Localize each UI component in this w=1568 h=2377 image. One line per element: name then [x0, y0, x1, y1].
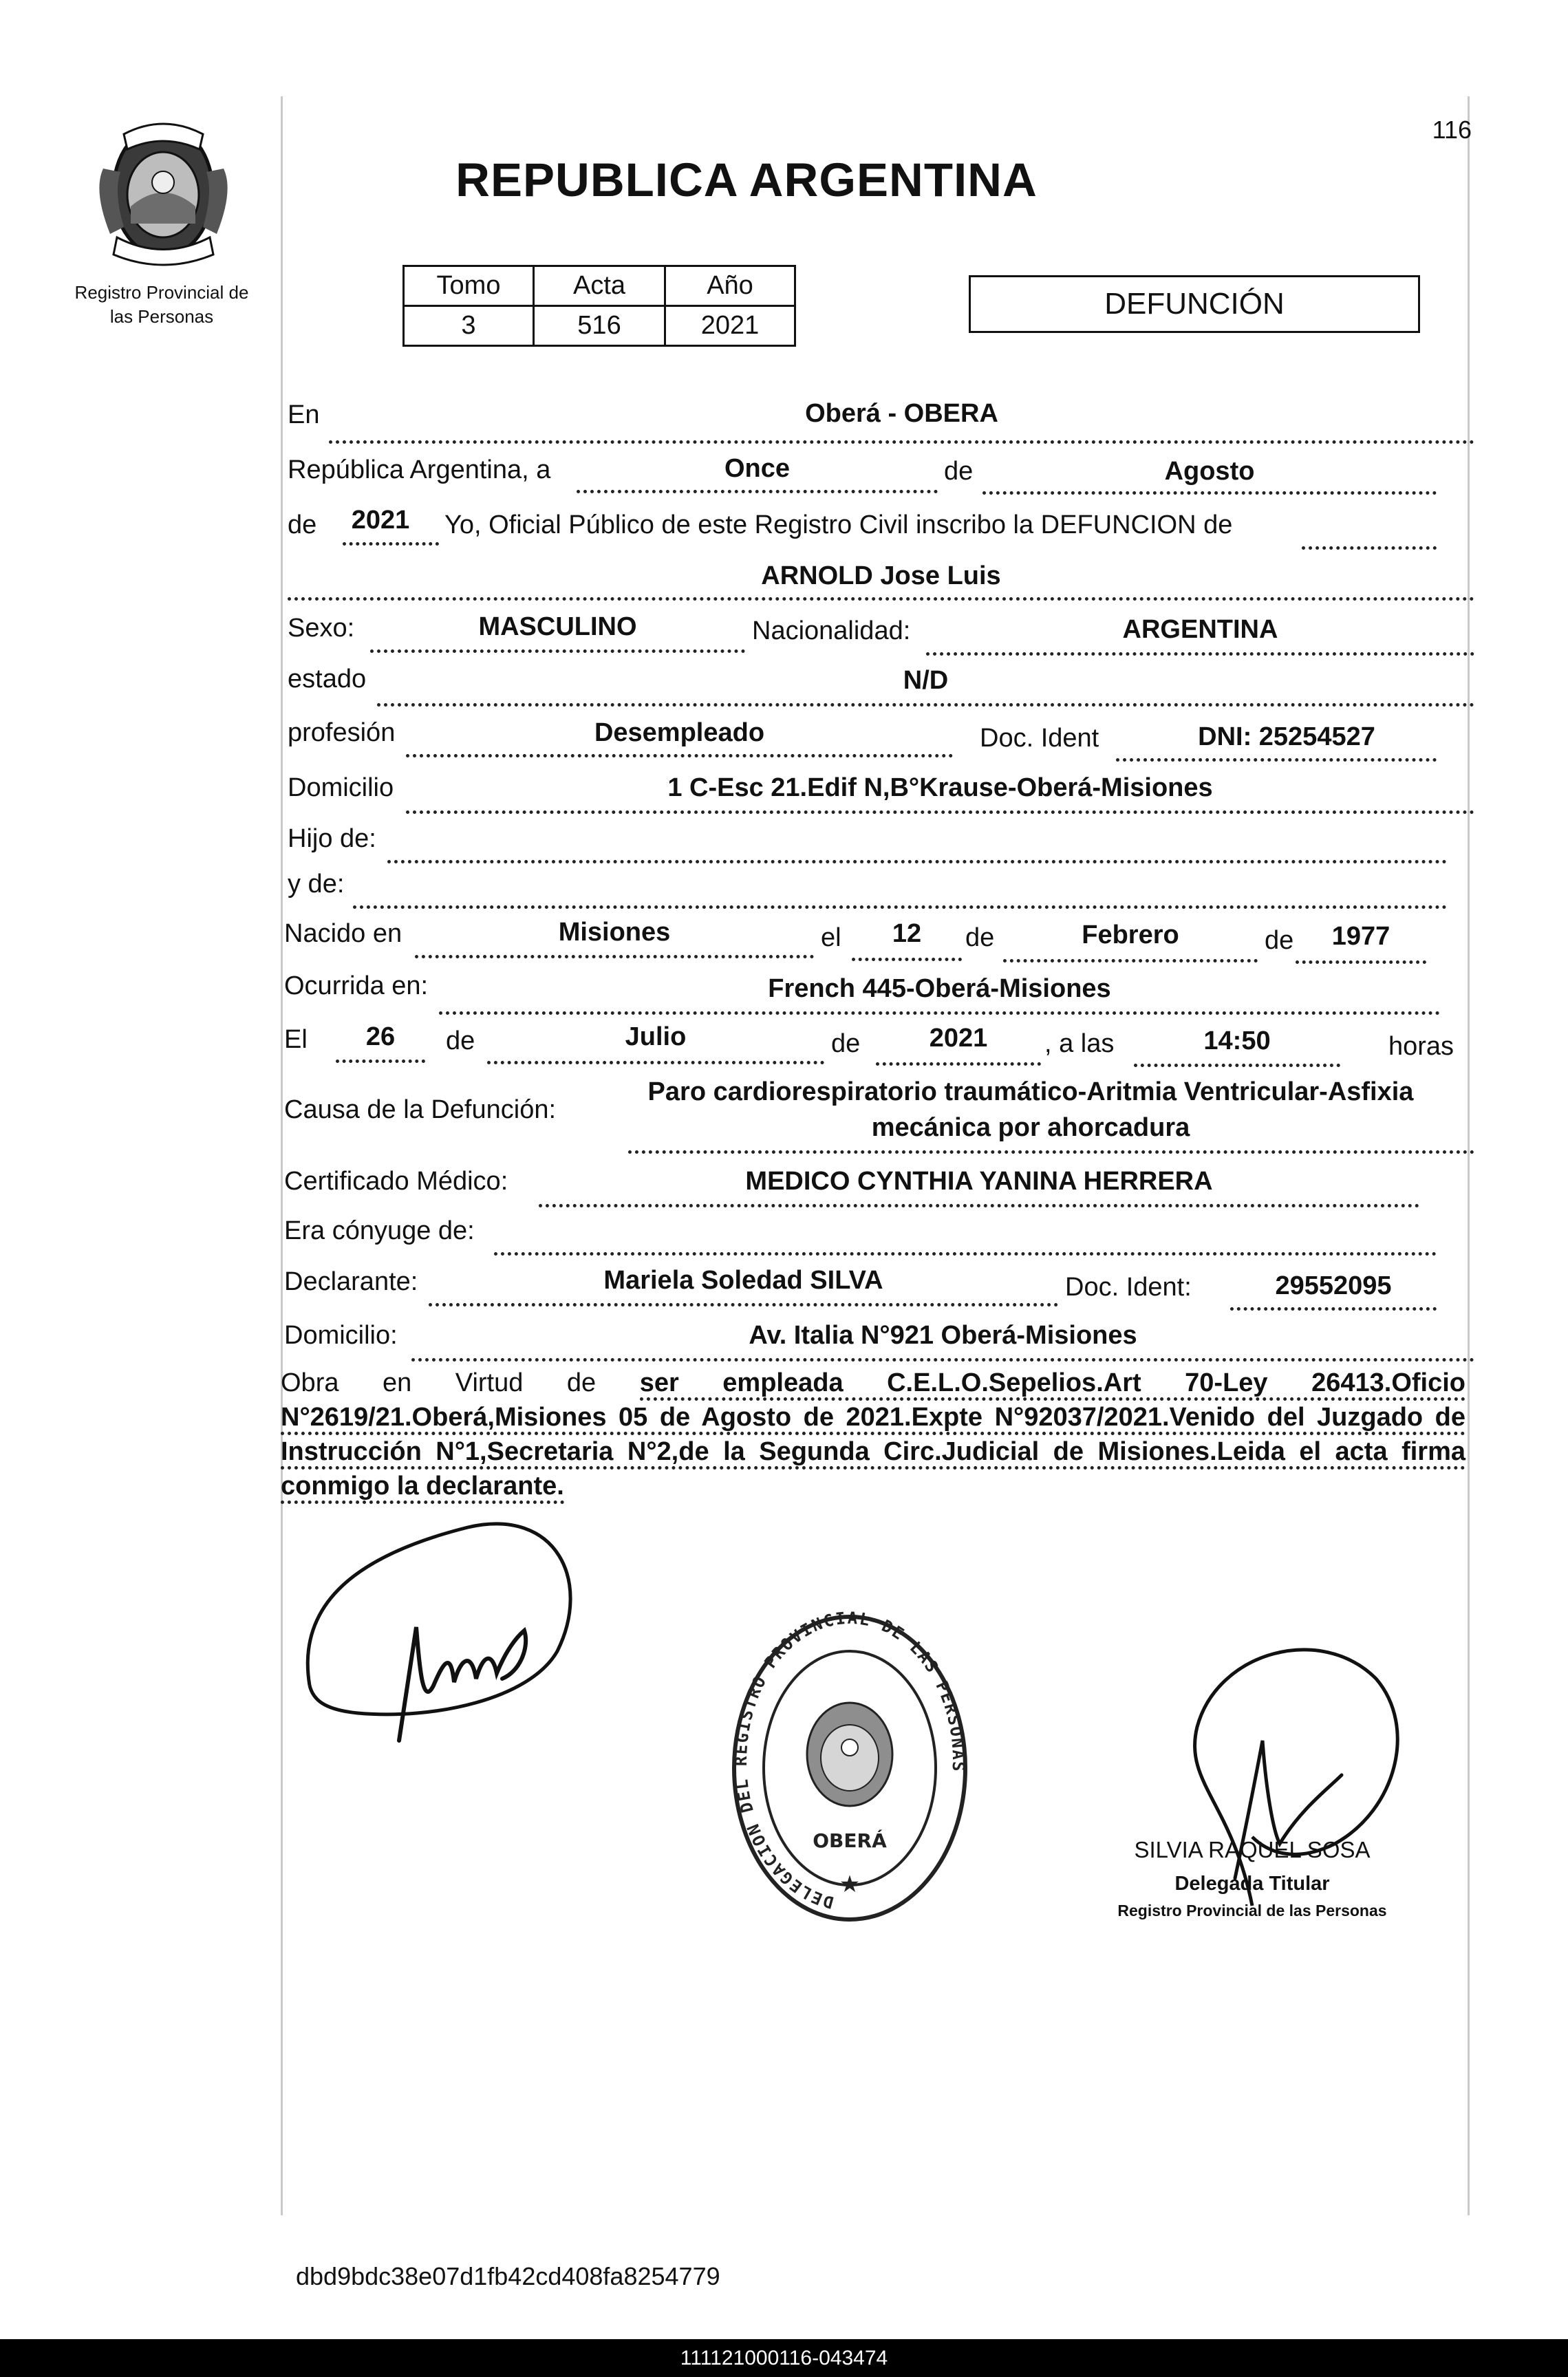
value-declarante-doc: 29552095	[1275, 1271, 1392, 1300]
table-value-tomo: 3	[404, 306, 534, 346]
dotted-line	[406, 754, 953, 757]
value-def-dia: 26	[365, 1022, 396, 1051]
dotted-line	[1134, 1064, 1340, 1067]
dotted-line	[377, 703, 1474, 707]
observaciones-text: ser empleada C.E.L.O.Sepelios.Art 70-Ley 26413.Oficio N°2619/21.Oberá,Misiones 05 de Agosto de 2021.Expte N°92037/2021.Venido del Juzgado de Instrucción N°1,Secretaria N°2,de la Segunda Circ.Judicial de Misiones.Leida el acta firma conmigo la declarante.	[281, 1368, 1465, 1504]
barcode-id-bar: 111121000116-043474	[0, 2339, 1568, 2377]
label-de-anio: de	[288, 510, 317, 539]
label-a-las: , a las	[1044, 1029, 1115, 1058]
dotted-line	[329, 440, 1474, 444]
dotted-line	[852, 958, 962, 961]
document-type-box: DEFUNCIÓN	[969, 275, 1420, 333]
observaciones-label: Obra en Virtud de	[281, 1368, 640, 1397]
document-hash: dbd9bdc38e07d1fb42cd408fa8254779	[296, 2262, 720, 2290]
dotted-line	[982, 491, 1437, 495]
label-ocurrida-en: Ocurrida en:	[284, 971, 429, 1000]
value-certificado: MEDICO CYNTHIA YANINA HERRERA	[745, 1167, 1213, 1196]
label-republica: República Argentina, a	[288, 455, 551, 484]
value-def-hora: 14:50	[1203, 1026, 1271, 1055]
label-certificado: Certificado Médico:	[284, 1167, 508, 1196]
label-de-def-mes: de	[446, 1026, 475, 1055]
label-de-def-anio: de	[831, 1029, 861, 1058]
dotted-line	[487, 1061, 824, 1064]
dotted-line	[1296, 960, 1426, 964]
delegada-registro: Registro Provincial de las Personas	[1117, 1902, 1387, 1919]
value-lugar: Oberá - OBERA	[805, 399, 998, 428]
label-profesion: profesión	[288, 718, 396, 747]
label-causa: Causa de la Defunción:	[284, 1095, 557, 1124]
table-header-tomo: Tomo	[404, 266, 534, 306]
dotted-line	[1302, 546, 1437, 550]
stamp-star-icon: ★	[839, 1871, 861, 1897]
label-yo-oficial: Yo, Oficial Público de este Registro Civil inscribo la DEFUNCION de	[444, 510, 1233, 539]
dotted-line	[343, 542, 439, 546]
dotted-line	[387, 860, 1447, 863]
value-def-anio: 2021	[929, 1024, 988, 1053]
delegada-cargo: Delegada Titular	[1174, 1873, 1330, 1895]
dotted-line	[370, 649, 745, 653]
value-domicilio: 1 C-Esc 21.Edif N,B°Krause-Oberá-Misiones	[667, 773, 1213, 802]
value-domicilio-declarante: Av. Italia N°921 Oberá-Misiones	[749, 1321, 1137, 1350]
value-def-mes: Julio	[625, 1022, 687, 1051]
dotted-line	[439, 1011, 1440, 1015]
left-margin-line	[281, 96, 283, 2215]
registro-provincial-label: Registro Provincial de las Personas	[74, 282, 249, 327]
delegacion-oficial-stamp-icon	[729, 1610, 970, 1926]
dotted-line	[411, 1358, 1474, 1362]
table-header-anio: Año	[665, 266, 795, 306]
dotted-line	[577, 490, 938, 493]
dotted-line	[288, 597, 1474, 601]
label-conyuge: Era cónyuge de:	[284, 1216, 475, 1245]
label-en: En	[288, 400, 320, 429]
value-profesion: Desempleado	[594, 718, 765, 747]
dotted-line	[539, 1204, 1419, 1207]
dotted-line	[926, 652, 1474, 656]
observaciones-paragraph	[281, 1366, 1465, 1503]
table-value-anio: 2021	[665, 306, 795, 346]
stamp-ring-text: DELEGACION DEL REGISTRO PROVINCIAL DE LAS PERSONAS	[731, 1610, 969, 1913]
page-number: 116	[1432, 116, 1472, 144]
table-value-acta: 516	[534, 306, 665, 346]
page-title: REPUBLICA ARGENTINA	[455, 153, 1038, 206]
value-anio: 2021	[351, 506, 410, 535]
label-doc-ident-declarante: Doc. Ident:	[1065, 1273, 1192, 1302]
dotted-line	[406, 810, 1474, 814]
value-sexo: MASCULINO	[478, 612, 637, 641]
label-el: el	[821, 923, 841, 952]
label-de: de	[944, 457, 974, 486]
label-doc-ident: Doc. Ident	[980, 724, 1099, 753]
value-estado: N/D	[903, 666, 949, 695]
label-estado: estado	[288, 665, 367, 693]
value-mes: Agosto	[1164, 457, 1255, 486]
value-documento: DNI: 25254527	[1198, 722, 1375, 751]
value-dia: Once	[724, 454, 791, 483]
value-declarante: Mariela Soledad SILVA	[603, 1266, 883, 1295]
label-nacionalidad: Nacionalidad:	[752, 616, 911, 645]
value-nac-anio: 1977	[1331, 922, 1390, 951]
dotted-line	[1003, 959, 1258, 962]
value-nac-mes: Febrero	[1082, 921, 1179, 949]
label-el-fecha: El	[284, 1025, 308, 1054]
label-de-nac-mes: de	[965, 923, 995, 952]
provincia-misiones-seal-icon	[89, 114, 237, 268]
label-domicilio-declarante: Domicilio:	[284, 1321, 398, 1350]
label-y-de: y de:	[288, 870, 345, 899]
dotted-line	[336, 1060, 425, 1063]
oficial-signature-icon	[296, 1514, 585, 1747]
value-nacionalidad: ARGENTINA	[1122, 615, 1278, 644]
tomo-acta-anio-table	[402, 265, 796, 347]
dotted-line	[628, 1150, 1474, 1154]
value-causa-linea-1: Paro cardiorespiratorio traumático-Aritmia Ventricular-Asfixia	[647, 1077, 1414, 1106]
dotted-line	[415, 955, 814, 958]
value-fallecido: ARNOLD Jose Luis	[761, 561, 1001, 590]
dotted-line	[429, 1303, 1058, 1306]
table-header-row	[404, 266, 795, 306]
dotted-line	[1116, 758, 1437, 762]
label-sexo: Sexo:	[288, 614, 355, 643]
label-declarante: Declarante:	[284, 1267, 418, 1296]
delegada-nombre: SILVIA RAQUEL SOSA	[1134, 1837, 1371, 1862]
value-nacido-en: Misiones	[558, 918, 671, 947]
stamp-center-emblem-icon	[807, 1703, 892, 1806]
dotted-line	[1230, 1307, 1437, 1311]
dotted-line	[876, 1062, 1041, 1066]
label-hijo-de: Hijo de:	[288, 824, 376, 853]
value-causa-linea-2: mecánica por ahorcadura	[871, 1113, 1190, 1142]
value-nac-dia: 12	[892, 919, 922, 948]
value-ocurrida-en: French 445-Oberá-Misiones	[768, 974, 1111, 1003]
label-horas: horas	[1388, 1032, 1454, 1061]
dotted-line	[353, 905, 1447, 909]
label-nacido-en: Nacido en	[284, 919, 402, 948]
label-domicilio: Domicilio	[288, 773, 394, 802]
table-value-row	[404, 306, 795, 346]
table-header-acta: Acta	[534, 266, 665, 306]
label-de-nac-anio: de	[1265, 926, 1294, 955]
stamp-city: OBERÁ	[813, 1829, 887, 1852]
dotted-line	[494, 1252, 1437, 1256]
